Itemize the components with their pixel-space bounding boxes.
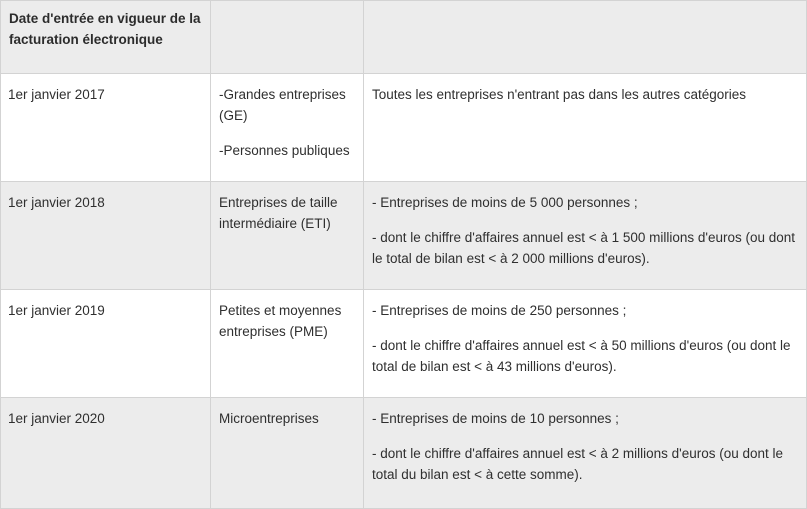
table-header-row [1,1,807,74]
table-row [1,290,807,398]
cell-criteria: - Entreprises de moins de 250 personnes ; - dont le chiffre d'affaires annuel est < à 50 millions d'euros (ou dont le total de bilan est < à 43 millions d'euros). [364,290,807,398]
cell-date: 1er janvier 2020 [1,398,211,509]
cell-criteria: - Entreprises de moins de 10 personnes ; - dont le chiffre d'affaires annuel est < à 2 millions d'euros (ou dont le total du bilan est < à cette somme). [364,398,807,509]
cell-category: Microentreprises [211,398,364,509]
cell-category: -Grandes entreprises (GE) -Personnes publiques [211,74,364,182]
cell-date: 1er janvier 2017 [1,74,211,182]
header-category [211,1,364,74]
table-row [1,398,807,509]
cell-criteria: - Entreprises de moins de 5 000 personnes ; - dont le chiffre d'affaires annuel est < à 1 500 millions d'euros (ou dont le total de bilan est < à 2 000 millions d'euros). [364,182,807,290]
cell-date: 1er janvier 2019 [1,290,211,398]
table-row [1,182,807,290]
cell-date: 1er janvier 2018 [1,182,211,290]
cell-category: Petites et moyennes entreprises (PME) [211,290,364,398]
cell-category: Entreprises de taille intermédiaire (ETI) [211,182,364,290]
header-criteria [364,1,807,74]
cell-criteria: Toutes les entreprises n'entrant pas dans les autres catégories [364,74,807,182]
table-row [1,74,807,182]
header-date: Date d'entrée en vigueur de la facturation électronique [1,1,211,74]
